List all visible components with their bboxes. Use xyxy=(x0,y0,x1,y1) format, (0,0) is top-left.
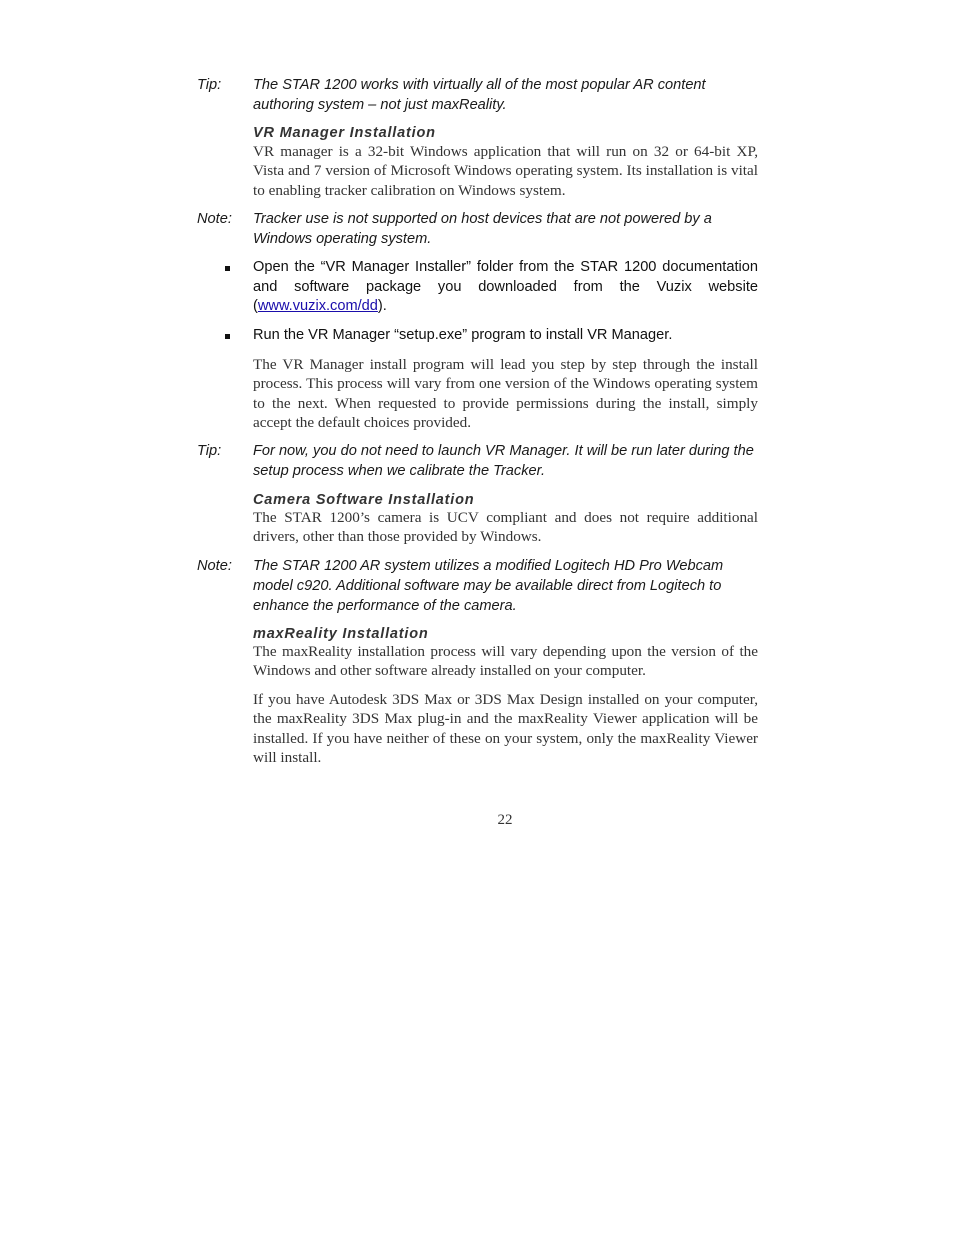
tip-label: Tip: xyxy=(197,443,222,459)
vr-manager-heading: VR Manager Installation xyxy=(253,125,436,141)
vr-manager-body: VR manager is a 32-bit Windows application that will run on 32 or 64-bit XP, Vista and 7 version of Microsoft Windows operating system. Its installation is vital to enabling tracker calibration on Windows system. xyxy=(253,143,758,199)
bullet-square-icon xyxy=(225,334,230,339)
bullet-square-icon xyxy=(225,266,230,271)
camera-heading: Camera Software Installation xyxy=(253,492,475,508)
maxreality-heading: maxReality Installation xyxy=(253,626,429,642)
page-number: 22 xyxy=(497,812,513,828)
tip-text: For now, you do not need to launch VR Manager. It will be run later during the setup process when we calibrate the Tracker. xyxy=(253,443,754,479)
note-label: Note: xyxy=(197,558,232,574)
tip-note xyxy=(197,75,758,115)
tip-label: Tip: xyxy=(197,77,222,93)
note-text: The STAR 1200 AR system utilizes a modified Logitech HD Pro Webcam model c920. Additional software may be available direct from Logitech to enhance the performance of the camera. xyxy=(253,558,724,614)
list-item xyxy=(221,326,758,346)
tip-note xyxy=(197,441,758,481)
maxreality-body-1: The maxReality installation process will vary depending upon the version of the Windows and other software already installed on your computer. xyxy=(253,643,758,680)
list-item xyxy=(221,258,758,317)
maxreality-body-2: If you have Autodesk 3DS Max or 3DS Max Design installed on your computer, the maxReality 3DS Max plug-in and the maxReality Viewer application will be installed. If you have neither of these on your system, only the maxReality Viewer will install. xyxy=(253,691,758,766)
bullet-text: Run the VR Manager “setup.exe” program to install VR Manager. xyxy=(253,327,673,343)
bullet-text: Open the “VR Manager Installer” folder from the STAR 1200 documentation and software package you downloaded from the Vuzix website (www.vuzix.com/dd). xyxy=(253,259,758,315)
tip-text: The STAR 1200 works with virtually all of the most popular AR content authoring system – not just maxReality. xyxy=(253,77,706,113)
note-label: Note: xyxy=(197,211,232,227)
camera-note xyxy=(197,556,758,616)
install-paragraph: The VR Manager install program will lead you step by step through the install process. This process will vary from one version of the Windows operating system to the next. When requested to provide permissions during the install, simply accept the default choices provided. xyxy=(253,356,758,431)
vuzix-link[interactable]: www.vuzix.com/dd xyxy=(257,298,378,315)
tracker-note xyxy=(197,209,758,249)
note-text: Tracker use is not supported on host devices that are not powered by a Windows operating system. xyxy=(253,211,712,247)
camera-body: The STAR 1200’s camera is UCV compliant and does not require additional drivers, other than those provided by Windows. xyxy=(253,509,758,546)
